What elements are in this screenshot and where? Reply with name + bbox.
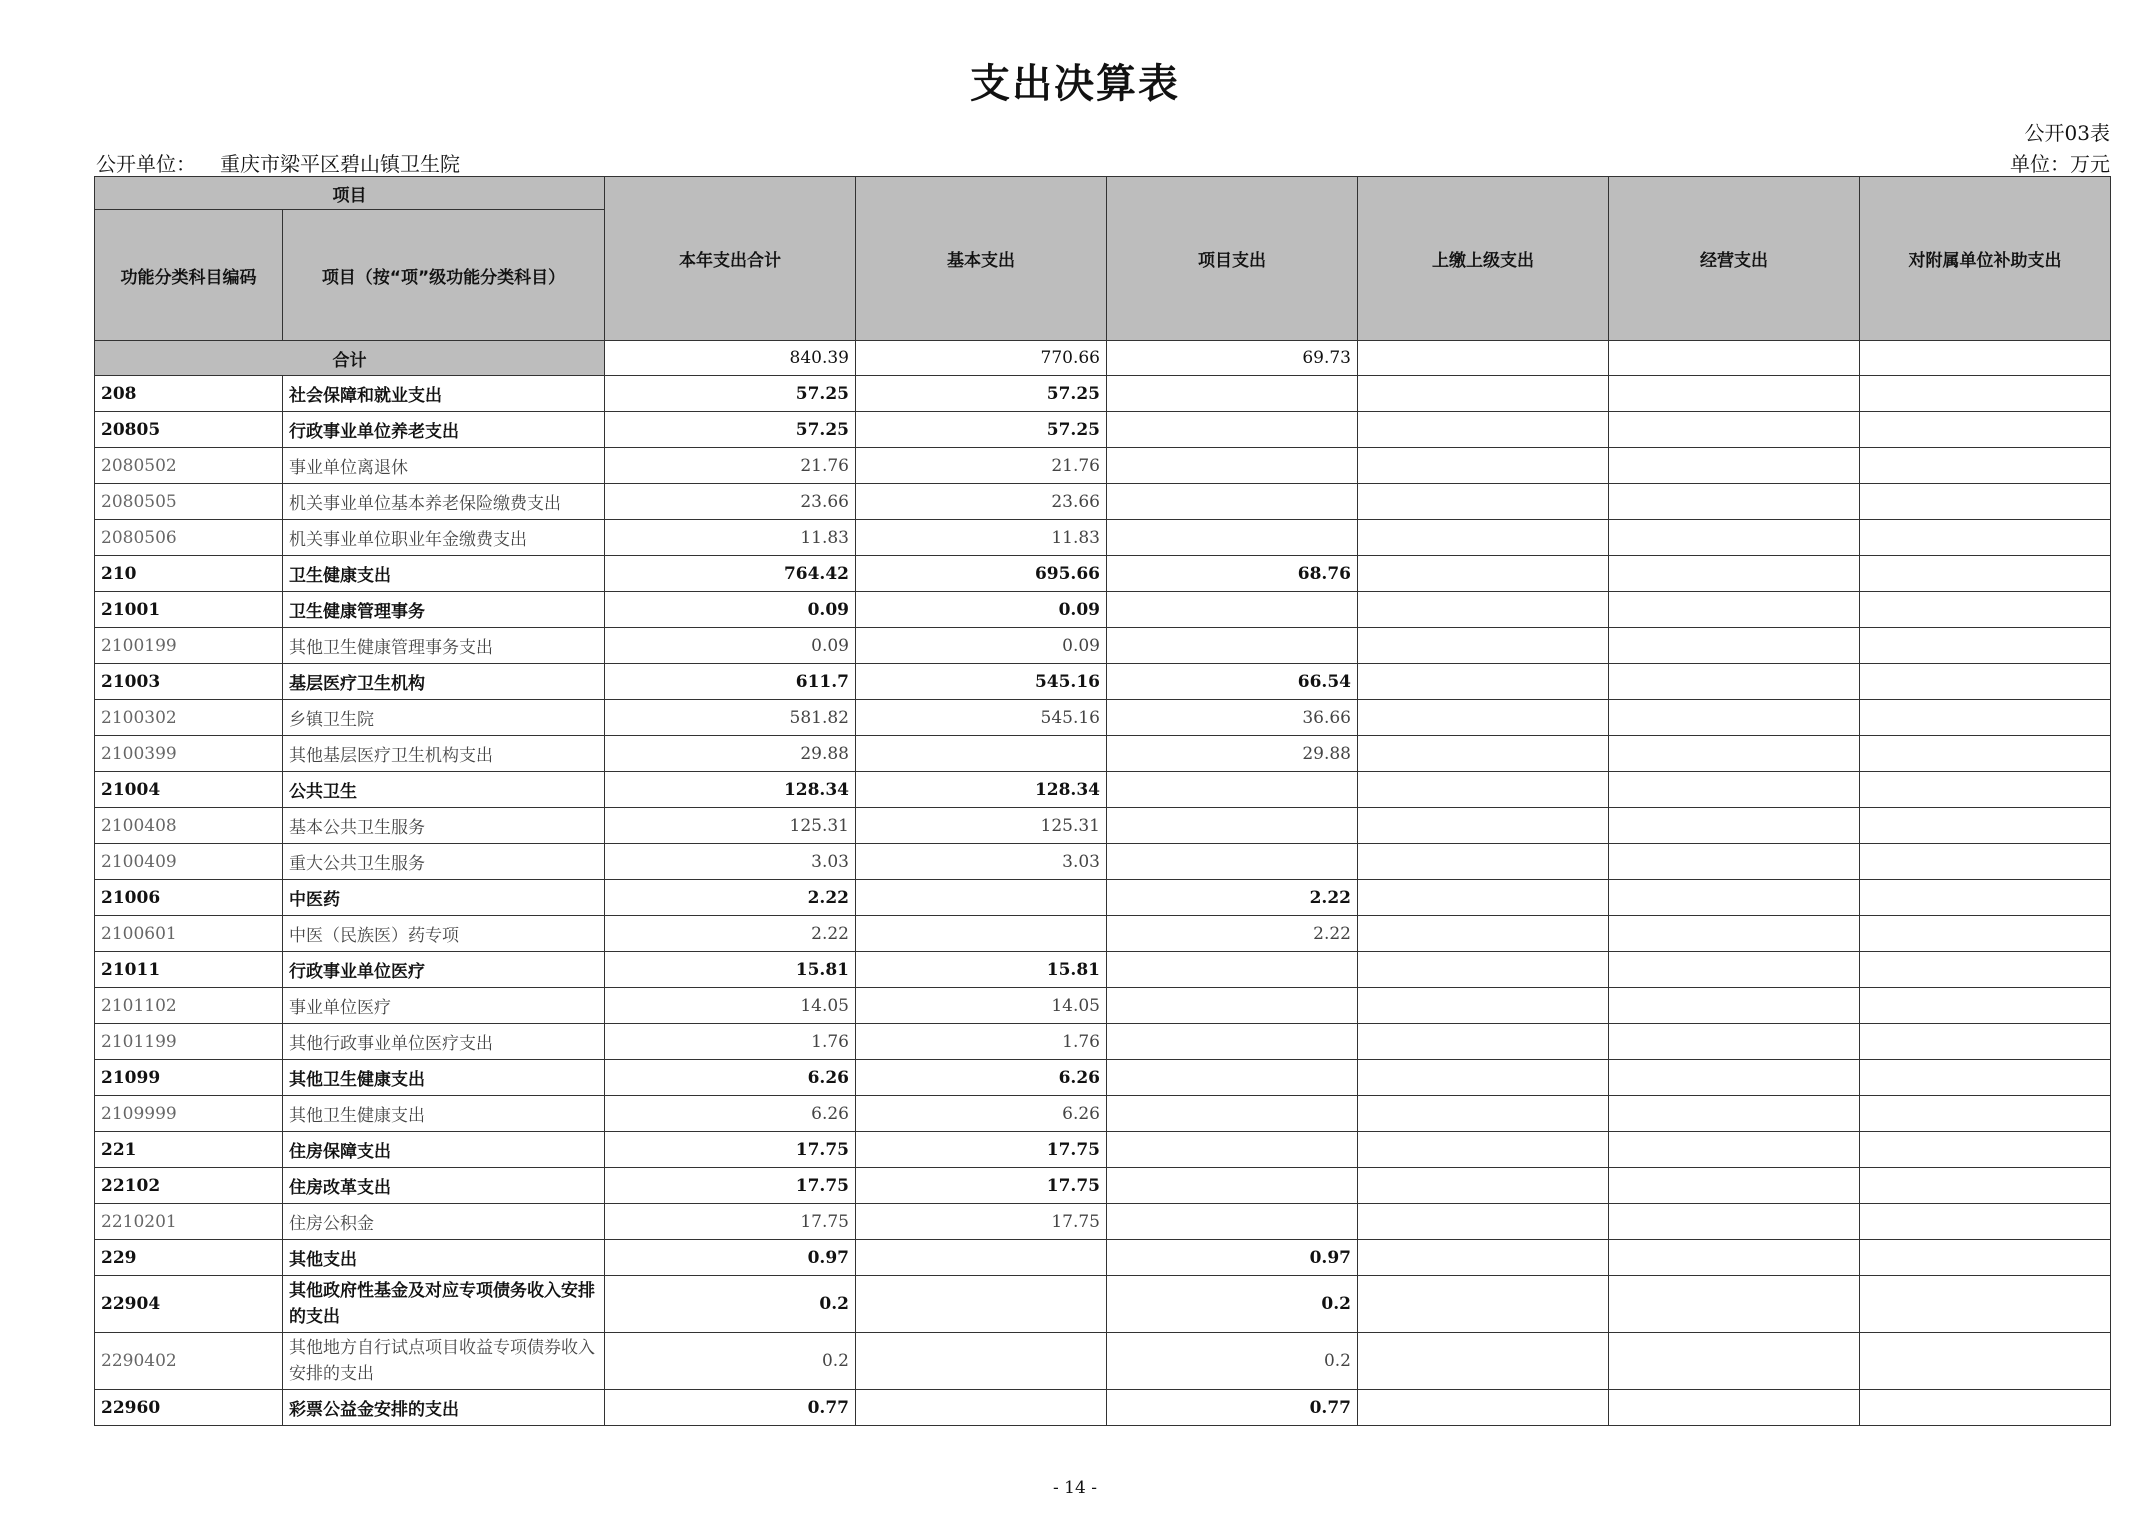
row-project bbox=[1107, 988, 1358, 1024]
row-total: 17.75 bbox=[605, 1204, 856, 1240]
row-name: 其他卫生健康支出 bbox=[283, 1060, 605, 1096]
row-business bbox=[1609, 736, 1860, 772]
row-name: 中医药 bbox=[283, 880, 605, 916]
row-basic: 11.83 bbox=[856, 520, 1107, 556]
row-code: 2100399 bbox=[95, 736, 283, 772]
row-name: 公共卫生 bbox=[283, 772, 605, 808]
table-row bbox=[95, 808, 2111, 844]
total-label: 合计 bbox=[95, 341, 605, 376]
table-row bbox=[95, 1132, 2111, 1168]
header-code: 功能分类科目编码 bbox=[95, 210, 283, 341]
table-row bbox=[95, 484, 2111, 520]
row-total: 6.26 bbox=[605, 1060, 856, 1096]
row-total: 1.76 bbox=[605, 1024, 856, 1060]
row-code: 208 bbox=[95, 376, 283, 412]
table-row bbox=[95, 412, 2111, 448]
row-basic bbox=[856, 916, 1107, 952]
row-subsidy bbox=[1860, 1204, 2111, 1240]
row-name: 基层医疗卫生机构 bbox=[283, 664, 605, 700]
row-subsidy bbox=[1860, 916, 2111, 952]
row-upper bbox=[1358, 520, 1609, 556]
row-business bbox=[1609, 1240, 1860, 1276]
row-business bbox=[1609, 1024, 1860, 1060]
row-subsidy bbox=[1860, 1276, 2111, 1333]
row-code: 21099 bbox=[95, 1060, 283, 1096]
row-project bbox=[1107, 808, 1358, 844]
total-project: 69.73 bbox=[1107, 341, 1358, 376]
row-project: 2.22 bbox=[1107, 916, 1358, 952]
row-name: 住房公积金 bbox=[283, 1204, 605, 1240]
row-project bbox=[1107, 520, 1358, 556]
row-basic: 125.31 bbox=[856, 808, 1107, 844]
row-business bbox=[1609, 1333, 1860, 1390]
table-row bbox=[95, 736, 2111, 772]
row-code: 21006 bbox=[95, 880, 283, 916]
row-business bbox=[1609, 916, 1860, 952]
header-project-expenditure: 项目支出 bbox=[1107, 177, 1358, 341]
row-total: 15.81 bbox=[605, 952, 856, 988]
row-project bbox=[1107, 1060, 1358, 1096]
row-name: 乡镇卫生院 bbox=[283, 700, 605, 736]
header-basic: 基本支出 bbox=[856, 177, 1107, 341]
row-code: 2100199 bbox=[95, 628, 283, 664]
row-subsidy bbox=[1860, 1060, 2111, 1096]
row-subsidy bbox=[1860, 1333, 2111, 1390]
table-row bbox=[95, 1168, 2111, 1204]
row-project bbox=[1107, 376, 1358, 412]
row-total: 3.03 bbox=[605, 844, 856, 880]
row-code: 20805 bbox=[95, 412, 283, 448]
row-name: 其他行政事业单位医疗支出 bbox=[283, 1024, 605, 1060]
row-upper bbox=[1358, 556, 1609, 592]
row-project bbox=[1107, 412, 1358, 448]
row-total: 128.34 bbox=[605, 772, 856, 808]
row-project bbox=[1107, 772, 1358, 808]
row-name: 事业单位离退休 bbox=[283, 448, 605, 484]
row-business bbox=[1609, 1390, 1860, 1426]
row-name: 其他支出 bbox=[283, 1240, 605, 1276]
row-basic: 23.66 bbox=[856, 484, 1107, 520]
row-business bbox=[1609, 412, 1860, 448]
row-business bbox=[1609, 880, 1860, 916]
row-upper bbox=[1358, 700, 1609, 736]
row-subsidy bbox=[1860, 880, 2111, 916]
table-row bbox=[95, 1390, 2111, 1426]
row-total: 0.77 bbox=[605, 1390, 856, 1426]
row-total: 764.42 bbox=[605, 556, 856, 592]
row-project bbox=[1107, 952, 1358, 988]
row-name: 其他基层医疗卫生机构支出 bbox=[283, 736, 605, 772]
header-subsidy: 对附属单位补助支出 bbox=[1860, 177, 2111, 341]
row-total: 125.31 bbox=[605, 808, 856, 844]
row-upper bbox=[1358, 880, 1609, 916]
row-subsidy bbox=[1860, 1096, 2111, 1132]
row-subsidy bbox=[1860, 952, 2111, 988]
row-subsidy bbox=[1860, 772, 2111, 808]
row-code: 2101102 bbox=[95, 988, 283, 1024]
row-upper bbox=[1358, 484, 1609, 520]
table-row bbox=[95, 520, 2111, 556]
row-basic bbox=[856, 1240, 1107, 1276]
row-total: 23.66 bbox=[605, 484, 856, 520]
row-business bbox=[1609, 520, 1860, 556]
row-subsidy bbox=[1860, 664, 2111, 700]
row-upper bbox=[1358, 1204, 1609, 1240]
row-business bbox=[1609, 628, 1860, 664]
row-total: 57.25 bbox=[605, 412, 856, 448]
row-upper bbox=[1358, 1240, 1609, 1276]
row-total: 2.22 bbox=[605, 916, 856, 952]
row-name: 事业单位医疗 bbox=[283, 988, 605, 1024]
row-business bbox=[1609, 988, 1860, 1024]
row-basic: 15.81 bbox=[856, 952, 1107, 988]
row-basic bbox=[856, 736, 1107, 772]
row-business bbox=[1609, 484, 1860, 520]
row-basic bbox=[856, 1333, 1107, 1390]
row-name: 其他政府性基金及对应专项债务收入安排的支出 bbox=[283, 1276, 605, 1333]
row-name: 彩票公益金安排的支出 bbox=[283, 1390, 605, 1426]
header-project: 项目 bbox=[95, 177, 605, 210]
row-basic bbox=[856, 880, 1107, 916]
row-basic: 545.16 bbox=[856, 700, 1107, 736]
row-upper bbox=[1358, 844, 1609, 880]
row-upper bbox=[1358, 1132, 1609, 1168]
row-upper bbox=[1358, 1276, 1609, 1333]
row-total: 0.2 bbox=[605, 1333, 856, 1390]
row-project bbox=[1107, 1024, 1358, 1060]
row-upper bbox=[1358, 412, 1609, 448]
row-basic: 6.26 bbox=[856, 1096, 1107, 1132]
row-upper bbox=[1358, 736, 1609, 772]
table-row bbox=[95, 916, 2111, 952]
table-row bbox=[95, 700, 2111, 736]
table-row bbox=[95, 1024, 2111, 1060]
expenditure-table bbox=[94, 176, 2111, 1426]
row-subsidy bbox=[1860, 808, 2111, 844]
row-subsidy bbox=[1860, 628, 2111, 664]
row-name: 重大公共卫生服务 bbox=[283, 844, 605, 880]
header-upper-level: 上缴上级支出 bbox=[1358, 177, 1609, 341]
row-basic bbox=[856, 1390, 1107, 1426]
row-code: 22904 bbox=[95, 1276, 283, 1333]
row-upper bbox=[1358, 628, 1609, 664]
total-subsidy bbox=[1860, 341, 2111, 376]
table-row bbox=[95, 628, 2111, 664]
form-number: 公开03表 bbox=[2024, 121, 2110, 145]
row-project bbox=[1107, 628, 1358, 664]
row-subsidy bbox=[1860, 592, 2111, 628]
row-project: 0.2 bbox=[1107, 1276, 1358, 1333]
row-code: 2080502 bbox=[95, 448, 283, 484]
row-subsidy bbox=[1860, 484, 2111, 520]
row-project bbox=[1107, 592, 1358, 628]
row-basic: 0.09 bbox=[856, 592, 1107, 628]
row-subsidy bbox=[1860, 844, 2111, 880]
row-business bbox=[1609, 1132, 1860, 1168]
row-upper bbox=[1358, 988, 1609, 1024]
row-basic: 14.05 bbox=[856, 988, 1107, 1024]
header-total: 本年支出合计 bbox=[605, 177, 856, 341]
row-total: 21.76 bbox=[605, 448, 856, 484]
row-total: 2.22 bbox=[605, 880, 856, 916]
row-total: 0.09 bbox=[605, 592, 856, 628]
row-name: 其他卫生健康支出 bbox=[283, 1096, 605, 1132]
row-project bbox=[1107, 1168, 1358, 1204]
table-row bbox=[95, 592, 2111, 628]
row-basic: 3.03 bbox=[856, 844, 1107, 880]
row-upper bbox=[1358, 772, 1609, 808]
row-upper bbox=[1358, 376, 1609, 412]
table-row bbox=[95, 556, 2111, 592]
row-basic: 17.75 bbox=[856, 1204, 1107, 1240]
row-code: 22102 bbox=[95, 1168, 283, 1204]
total-row bbox=[95, 341, 2111, 376]
row-name: 住房保障支出 bbox=[283, 1132, 605, 1168]
row-total: 6.26 bbox=[605, 1096, 856, 1132]
row-business bbox=[1609, 1168, 1860, 1204]
row-name: 机关事业单位职业年金缴费支出 bbox=[283, 520, 605, 556]
page-number: - 14 - bbox=[1053, 1478, 1097, 1498]
table-row bbox=[95, 844, 2111, 880]
row-subsidy bbox=[1860, 1132, 2111, 1168]
row-business bbox=[1609, 808, 1860, 844]
row-basic: 1.76 bbox=[856, 1024, 1107, 1060]
row-upper bbox=[1358, 448, 1609, 484]
table-row bbox=[95, 664, 2111, 700]
row-project bbox=[1107, 1204, 1358, 1240]
row-subsidy bbox=[1860, 700, 2111, 736]
row-code: 21004 bbox=[95, 772, 283, 808]
row-total: 0.09 bbox=[605, 628, 856, 664]
reporting-unit bbox=[96, 148, 460, 177]
row-name: 卫生健康支出 bbox=[283, 556, 605, 592]
row-basic bbox=[856, 1276, 1107, 1333]
row-project: 0.2 bbox=[1107, 1333, 1358, 1390]
table-row bbox=[95, 1333, 2111, 1390]
row-code: 2290402 bbox=[95, 1333, 283, 1390]
row-total: 57.25 bbox=[605, 376, 856, 412]
row-code: 2101199 bbox=[95, 1024, 283, 1060]
row-code: 2100409 bbox=[95, 844, 283, 880]
row-name: 行政事业单位医疗 bbox=[283, 952, 605, 988]
row-subsidy bbox=[1860, 988, 2111, 1024]
row-total: 581.82 bbox=[605, 700, 856, 736]
row-business bbox=[1609, 700, 1860, 736]
header-name: 项目（按“项”级功能分类科目） bbox=[283, 210, 605, 341]
table-row bbox=[95, 376, 2111, 412]
row-upper bbox=[1358, 1168, 1609, 1204]
row-code: 2100302 bbox=[95, 700, 283, 736]
row-code: 22960 bbox=[95, 1390, 283, 1426]
row-project bbox=[1107, 844, 1358, 880]
row-name: 社会保障和就业支出 bbox=[283, 376, 605, 412]
row-code: 210 bbox=[95, 556, 283, 592]
row-code: 2100408 bbox=[95, 808, 283, 844]
table-row bbox=[95, 1096, 2111, 1132]
row-total: 0.2 bbox=[605, 1276, 856, 1333]
total-total: 840.39 bbox=[605, 341, 856, 376]
row-total: 0.97 bbox=[605, 1240, 856, 1276]
row-project bbox=[1107, 1096, 1358, 1132]
row-business bbox=[1609, 844, 1860, 880]
row-total: 17.75 bbox=[605, 1132, 856, 1168]
row-name: 住房改革支出 bbox=[283, 1168, 605, 1204]
row-code: 21001 bbox=[95, 592, 283, 628]
row-project: 29.88 bbox=[1107, 736, 1358, 772]
reporting-unit-label: 公开单位： bbox=[96, 152, 196, 176]
row-name: 机关事业单位基本养老保险缴费支出 bbox=[283, 484, 605, 520]
row-upper bbox=[1358, 916, 1609, 952]
row-subsidy bbox=[1860, 448, 2111, 484]
row-subsidy bbox=[1860, 412, 2111, 448]
row-total: 29.88 bbox=[605, 736, 856, 772]
row-project: 2.22 bbox=[1107, 880, 1358, 916]
row-basic: 57.25 bbox=[856, 376, 1107, 412]
table-row bbox=[95, 448, 2111, 484]
total-basic: 770.66 bbox=[856, 341, 1107, 376]
row-business bbox=[1609, 376, 1860, 412]
row-basic: 545.16 bbox=[856, 664, 1107, 700]
row-upper bbox=[1358, 808, 1609, 844]
row-basic: 17.75 bbox=[856, 1168, 1107, 1204]
row-project: 0.77 bbox=[1107, 1390, 1358, 1426]
row-basic: 0.09 bbox=[856, 628, 1107, 664]
row-code: 2080506 bbox=[95, 520, 283, 556]
row-name: 中医（民族医）药专项 bbox=[283, 916, 605, 952]
row-upper bbox=[1358, 1390, 1609, 1426]
row-name: 其他地方自行试点项目收益专项债券收入安排的支出 bbox=[283, 1333, 605, 1390]
row-business bbox=[1609, 1276, 1860, 1333]
table-row bbox=[95, 772, 2111, 808]
row-name: 卫生健康管理事务 bbox=[283, 592, 605, 628]
row-basic: 6.26 bbox=[856, 1060, 1107, 1096]
row-upper bbox=[1358, 592, 1609, 628]
row-code: 221 bbox=[95, 1132, 283, 1168]
row-subsidy bbox=[1860, 556, 2111, 592]
row-business bbox=[1609, 1060, 1860, 1096]
row-upper bbox=[1358, 1096, 1609, 1132]
row-upper bbox=[1358, 1024, 1609, 1060]
table-row bbox=[95, 1240, 2111, 1276]
row-subsidy bbox=[1860, 376, 2111, 412]
row-total: 611.7 bbox=[605, 664, 856, 700]
table-row bbox=[95, 1276, 2111, 1333]
table-row bbox=[95, 1204, 2111, 1240]
row-upper bbox=[1358, 952, 1609, 988]
row-business bbox=[1609, 952, 1860, 988]
row-upper bbox=[1358, 1333, 1609, 1390]
table-row bbox=[95, 880, 2111, 916]
total-upper bbox=[1358, 341, 1609, 376]
row-total: 17.75 bbox=[605, 1168, 856, 1204]
row-business bbox=[1609, 1096, 1860, 1132]
reporting-unit-name: 重庆市梁平区碧山镇卫生院 bbox=[220, 152, 460, 176]
row-name: 其他卫生健康管理事务支出 bbox=[283, 628, 605, 664]
row-project: 68.76 bbox=[1107, 556, 1358, 592]
row-code: 229 bbox=[95, 1240, 283, 1276]
row-project: 66.54 bbox=[1107, 664, 1358, 700]
row-subsidy bbox=[1860, 1390, 2111, 1426]
row-name: 行政事业单位养老支出 bbox=[283, 412, 605, 448]
table-row bbox=[95, 952, 2111, 988]
total-business bbox=[1609, 341, 1860, 376]
row-total: 14.05 bbox=[605, 988, 856, 1024]
row-code: 2080505 bbox=[95, 484, 283, 520]
row-business bbox=[1609, 448, 1860, 484]
header-business: 经营支出 bbox=[1609, 177, 1860, 341]
row-code: 2109999 bbox=[95, 1096, 283, 1132]
row-basic: 57.25 bbox=[856, 412, 1107, 448]
row-basic: 17.75 bbox=[856, 1132, 1107, 1168]
row-project bbox=[1107, 484, 1358, 520]
row-code: 2210201 bbox=[95, 1204, 283, 1240]
row-subsidy bbox=[1860, 1168, 2111, 1204]
row-code: 21003 bbox=[95, 664, 283, 700]
row-project: 0.97 bbox=[1107, 1240, 1358, 1276]
table-row bbox=[95, 988, 2111, 1024]
row-business bbox=[1609, 664, 1860, 700]
table-row bbox=[95, 1060, 2111, 1096]
row-subsidy bbox=[1860, 736, 2111, 772]
row-subsidy bbox=[1860, 1024, 2111, 1060]
row-subsidy bbox=[1860, 1240, 2111, 1276]
row-project: 36.66 bbox=[1107, 700, 1358, 736]
row-business bbox=[1609, 556, 1860, 592]
row-business bbox=[1609, 592, 1860, 628]
row-business bbox=[1609, 1204, 1860, 1240]
currency-unit: 单位：万元 bbox=[2010, 152, 2110, 176]
row-basic: 128.34 bbox=[856, 772, 1107, 808]
row-upper bbox=[1358, 664, 1609, 700]
row-project bbox=[1107, 448, 1358, 484]
row-code: 2100601 bbox=[95, 916, 283, 952]
row-basic: 21.76 bbox=[856, 448, 1107, 484]
row-upper bbox=[1358, 1060, 1609, 1096]
page-title: 支出决算表 bbox=[970, 61, 1180, 107]
row-subsidy bbox=[1860, 520, 2111, 556]
row-total: 11.83 bbox=[605, 520, 856, 556]
row-name: 基本公共卫生服务 bbox=[283, 808, 605, 844]
row-code: 21011 bbox=[95, 952, 283, 988]
row-project bbox=[1107, 1132, 1358, 1168]
row-business bbox=[1609, 772, 1860, 808]
row-basic: 695.66 bbox=[856, 556, 1107, 592]
